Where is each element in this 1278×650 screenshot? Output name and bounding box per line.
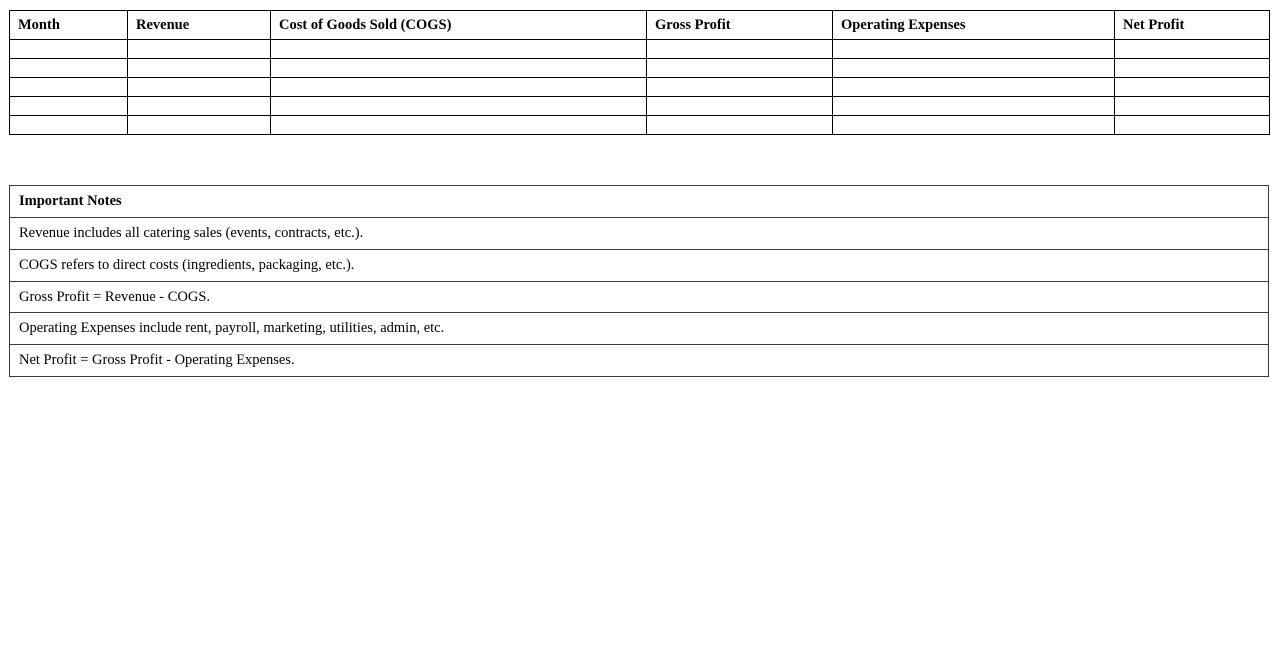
cell-net-profit[interactable]: [1115, 40, 1270, 59]
cell-gross-profit[interactable]: [647, 116, 833, 135]
cell-cogs[interactable]: [271, 97, 647, 116]
list-item: [10, 217, 1269, 249]
column-header-cogs: Cost of Goods Sold (COGS): [271, 11, 647, 40]
cell-month[interactable]: [10, 59, 128, 78]
cell-cogs[interactable]: [271, 78, 647, 97]
cell-gross-profit[interactable]: [647, 78, 833, 97]
financial-table-header: [10, 11, 1270, 40]
cell-revenue[interactable]: [128, 40, 271, 59]
column-header-revenue: Revenue: [128, 11, 271, 40]
note-text: Gross Profit = Revenue - COGS.: [10, 281, 1269, 313]
notes-table-header: [10, 186, 1269, 218]
list-item: [10, 313, 1269, 345]
cell-month[interactable]: [10, 78, 128, 97]
notes-header-row: [10, 186, 1269, 218]
cell-operating-expenses[interactable]: [833, 78, 1115, 97]
cell-operating-expenses[interactable]: [833, 116, 1115, 135]
note-text: Revenue includes all catering sales (events, contracts, etc.).: [10, 217, 1269, 249]
cell-month[interactable]: [10, 116, 128, 135]
note-text: COGS refers to direct costs (ingredients, packaging, etc.).: [10, 249, 1269, 281]
financial-table-body: [10, 40, 1270, 135]
column-header-gross-profit: Gross Profit: [647, 11, 833, 40]
cell-cogs[interactable]: [271, 116, 647, 135]
column-header-operating-expenses: Operating Expenses: [833, 11, 1115, 40]
cell-gross-profit[interactable]: [647, 97, 833, 116]
cell-net-profit[interactable]: [1115, 78, 1270, 97]
cell-gross-profit[interactable]: [647, 59, 833, 78]
note-text: Operating Expenses include rent, payroll, marketing, utilities, admin, etc.: [10, 313, 1269, 345]
cell-revenue[interactable]: [128, 116, 271, 135]
table-row[interactable]: [10, 97, 1270, 116]
cell-revenue[interactable]: [128, 59, 271, 78]
cell-cogs[interactable]: [271, 59, 647, 78]
notes-header-label: Important Notes: [10, 186, 1269, 218]
cell-operating-expenses[interactable]: [833, 40, 1115, 59]
table-header-row: [10, 11, 1270, 40]
table-row[interactable]: [10, 40, 1270, 59]
list-item: [10, 345, 1269, 377]
cell-net-profit[interactable]: [1115, 116, 1270, 135]
cell-net-profit[interactable]: [1115, 97, 1270, 116]
table-row[interactable]: [10, 116, 1270, 135]
cell-net-profit[interactable]: [1115, 59, 1270, 78]
cell-operating-expenses[interactable]: [833, 97, 1115, 116]
cell-month[interactable]: [10, 40, 128, 59]
column-header-month: Month: [10, 11, 128, 40]
column-header-net-profit: Net Profit: [1115, 11, 1270, 40]
cell-operating-expenses[interactable]: [833, 59, 1115, 78]
cell-cogs[interactable]: [271, 40, 647, 59]
financial-summary-table: [9, 10, 1270, 135]
cell-revenue[interactable]: [128, 78, 271, 97]
cell-gross-profit[interactable]: [647, 40, 833, 59]
table-row[interactable]: [10, 78, 1270, 97]
important-notes-table: [9, 185, 1269, 377]
cell-revenue[interactable]: [128, 97, 271, 116]
list-item: [10, 249, 1269, 281]
table-row[interactable]: [10, 59, 1270, 78]
list-item: [10, 281, 1269, 313]
notes-table-body: [10, 217, 1269, 376]
cell-month[interactable]: [10, 97, 128, 116]
note-text: Net Profit = Gross Profit - Operating Expenses.: [10, 345, 1269, 377]
